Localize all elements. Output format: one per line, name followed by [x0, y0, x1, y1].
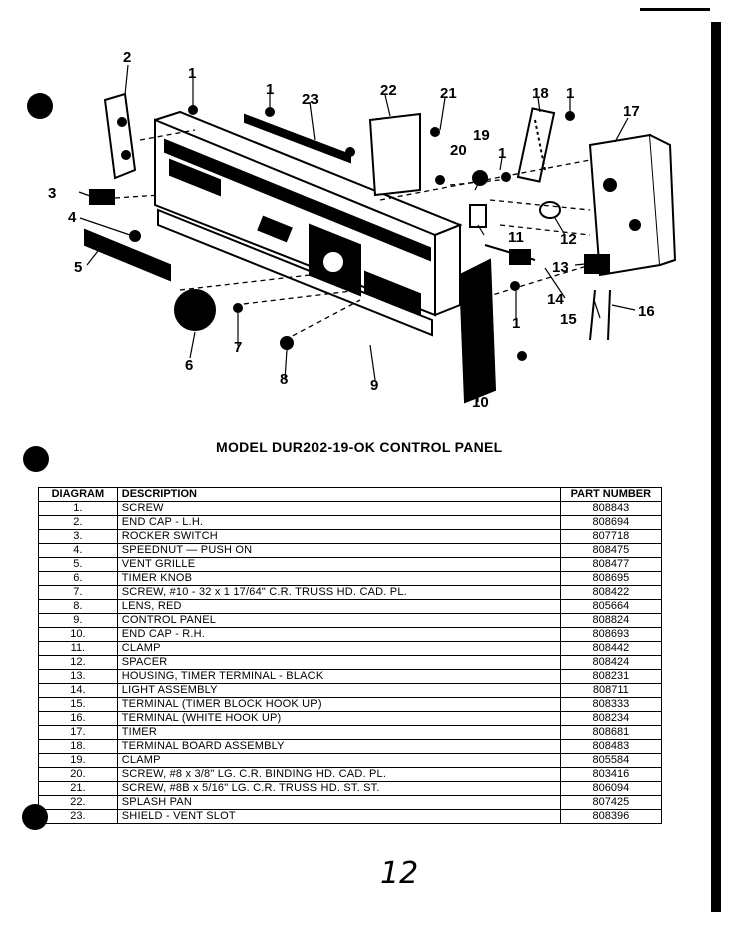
description-cell: SCREW, #8 x 3/8" LG. C.R. BINDING HD. CAD. PL.: [117, 768, 560, 782]
part-number-cell: 808695: [560, 572, 661, 586]
callout-label: 14: [547, 291, 564, 308]
callout-label: 1: [566, 85, 575, 102]
part-number-column-header: PART NUMBER: [560, 488, 661, 502]
callout-label: 13: [552, 259, 569, 276]
callout-label: 10: [472, 394, 489, 411]
table-header-row: [39, 488, 662, 502]
table-row: [39, 544, 662, 558]
exploded-parts-diagram: [30, 50, 710, 450]
diagram-cell: 2.: [39, 516, 118, 530]
description-cell: SCREW, #10 - 32 x 1 17/64" C.R. TRUSS HD. CAD. PL.: [117, 586, 560, 600]
description-column-header: DESCRIPTION: [117, 488, 560, 502]
description-cell: TIMER KNOB: [117, 572, 560, 586]
table-row: [39, 684, 662, 698]
part-number-cell: 808693: [560, 628, 661, 642]
table-row: [39, 754, 662, 768]
diagram-cell: 22.: [39, 796, 118, 810]
description-cell: TERMINAL BOARD ASSEMBLY: [117, 740, 560, 754]
table-row: [39, 698, 662, 712]
description-cell: END CAP - R.H.: [117, 628, 560, 642]
diagram-cell: 10.: [39, 628, 118, 642]
callout-label: 20: [450, 142, 467, 159]
table-row: [39, 628, 662, 642]
table-row: [39, 516, 662, 530]
description-cell: LENS, RED: [117, 600, 560, 614]
diagram-cell: 4.: [39, 544, 118, 558]
part-number-cell: 808333: [560, 698, 661, 712]
description-cell: SCREW: [117, 502, 560, 516]
callout-label: 7: [234, 339, 243, 356]
description-cell: END CAP - L.H.: [117, 516, 560, 530]
part-number-cell: 808422: [560, 586, 661, 600]
part-number-cell: 808681: [560, 726, 661, 740]
callout-label: 1: [188, 65, 197, 82]
part-number-cell: 808475: [560, 544, 661, 558]
table-row: [39, 670, 662, 684]
callout-label: 4: [68, 209, 77, 226]
table-row: [39, 614, 662, 628]
diagram-cell: 7.: [39, 586, 118, 600]
diagram-cell: 21.: [39, 782, 118, 796]
table-row: [39, 656, 662, 670]
callout-label: 5: [74, 259, 83, 276]
table-row: [39, 642, 662, 656]
description-cell: LIGHT ASSEMBLY: [117, 684, 560, 698]
description-cell: SHIELD - VENT SLOT: [117, 810, 560, 824]
diagram-cell: 14.: [39, 684, 118, 698]
callout-label: 8: [280, 371, 289, 388]
part-number-cell: 808234: [560, 712, 661, 726]
callout-label: 6: [185, 357, 194, 374]
part-number-cell: 808483: [560, 740, 661, 754]
callout-label: 15: [560, 311, 577, 328]
scan-edge-top: [640, 8, 710, 11]
part-number-cell: 803416: [560, 768, 661, 782]
callout-label: 16: [638, 303, 655, 320]
part-number-cell: 808477: [560, 558, 661, 572]
diagram-cell: 3.: [39, 530, 118, 544]
description-cell: SPLASH PAN: [117, 796, 560, 810]
table-row: [39, 572, 662, 586]
table-row: [39, 600, 662, 614]
diagram-cell: 12.: [39, 656, 118, 670]
table-row: [39, 810, 662, 824]
diagram-cell: 19.: [39, 754, 118, 768]
diagram-cell: 20.: [39, 768, 118, 782]
part-number-cell: 808824: [560, 614, 661, 628]
description-cell: SPEEDNUT — PUSH ON: [117, 544, 560, 558]
callout-label: 2: [123, 50, 132, 66]
part-number-cell: 807718: [560, 530, 661, 544]
diagram-cell: 23.: [39, 810, 118, 824]
part-number-cell: 808843: [560, 502, 661, 516]
diagram-cell: 15.: [39, 698, 118, 712]
callout-label: 18: [532, 85, 549, 102]
diagram-cell: 6.: [39, 572, 118, 586]
diagram-column-header: DIAGRAM: [39, 488, 118, 502]
callout-label: 1: [498, 145, 507, 162]
part-number-cell: 806094: [560, 782, 661, 796]
callout-label: 9: [370, 377, 379, 394]
description-cell: TIMER: [117, 726, 560, 740]
table-row: [39, 558, 662, 572]
scan-edge-right: [711, 22, 721, 912]
callout-label: 21: [440, 85, 457, 102]
part-number-cell: 808231: [560, 670, 661, 684]
parts-list-table: [38, 487, 662, 824]
part-number-cell: 805584: [560, 754, 661, 768]
description-cell: HOUSING, TIMER TERMINAL - BLACK: [117, 670, 560, 684]
part-number-cell: 808694: [560, 516, 661, 530]
description-cell: TERMINAL (WHITE HOOK UP): [117, 712, 560, 726]
callout-label: 1: [266, 81, 275, 98]
diagram-cell: 17.: [39, 726, 118, 740]
diagram-cell: 13.: [39, 670, 118, 684]
callout-label: 19: [473, 127, 490, 144]
model-title: MODEL DUR202-19-OK CONTROL PANEL: [216, 439, 503, 455]
table-row: [39, 530, 662, 544]
table-row: [39, 502, 662, 516]
table-row: [39, 712, 662, 726]
description-cell: TERMINAL (TIMER BLOCK HOOK UP): [117, 698, 560, 712]
diagram-cell: 1.: [39, 502, 118, 516]
diagram-cell: 8.: [39, 600, 118, 614]
part-number-cell: 808711: [560, 684, 661, 698]
part-number-cell: 808442: [560, 642, 661, 656]
diagram-cell: 5.: [39, 558, 118, 572]
table-row: [39, 726, 662, 740]
callout-label: 11: [508, 229, 524, 246]
description-cell: VENT GRILLE: [117, 558, 560, 572]
diagram-cell: 18.: [39, 740, 118, 754]
diagram-cell: 11.: [39, 642, 118, 656]
diagram-cell: 16.: [39, 712, 118, 726]
part-number-cell: 808396: [560, 810, 661, 824]
description-cell: SPACER: [117, 656, 560, 670]
table-row: [39, 796, 662, 810]
part-number-cell: 808424: [560, 656, 661, 670]
description-cell: CLAMP: [117, 754, 560, 768]
table-row: [39, 782, 662, 796]
callout-label: 3: [48, 185, 57, 202]
table-row: [39, 586, 662, 600]
description-cell: CLAMP: [117, 642, 560, 656]
table-row: [39, 768, 662, 782]
part-number-cell: 807425: [560, 796, 661, 810]
description-cell: CONTROL PANEL: [117, 614, 560, 628]
description-cell: SCREW, #8B x 5/16" LG. C.R. TRUSS HD. ST. ST.: [117, 782, 560, 796]
table-row: [39, 740, 662, 754]
description-cell: ROCKER SWITCH: [117, 530, 560, 544]
callout-label: 1: [512, 315, 521, 332]
callout-label: 17: [623, 103, 640, 120]
part-number-cell: 805664: [560, 600, 661, 614]
page-number: 12: [380, 856, 419, 891]
callout-label: 12: [560, 231, 577, 248]
diagram-cell: 9.: [39, 614, 118, 628]
callout-label: 23: [302, 91, 319, 108]
callout-label: 22: [380, 82, 397, 99]
